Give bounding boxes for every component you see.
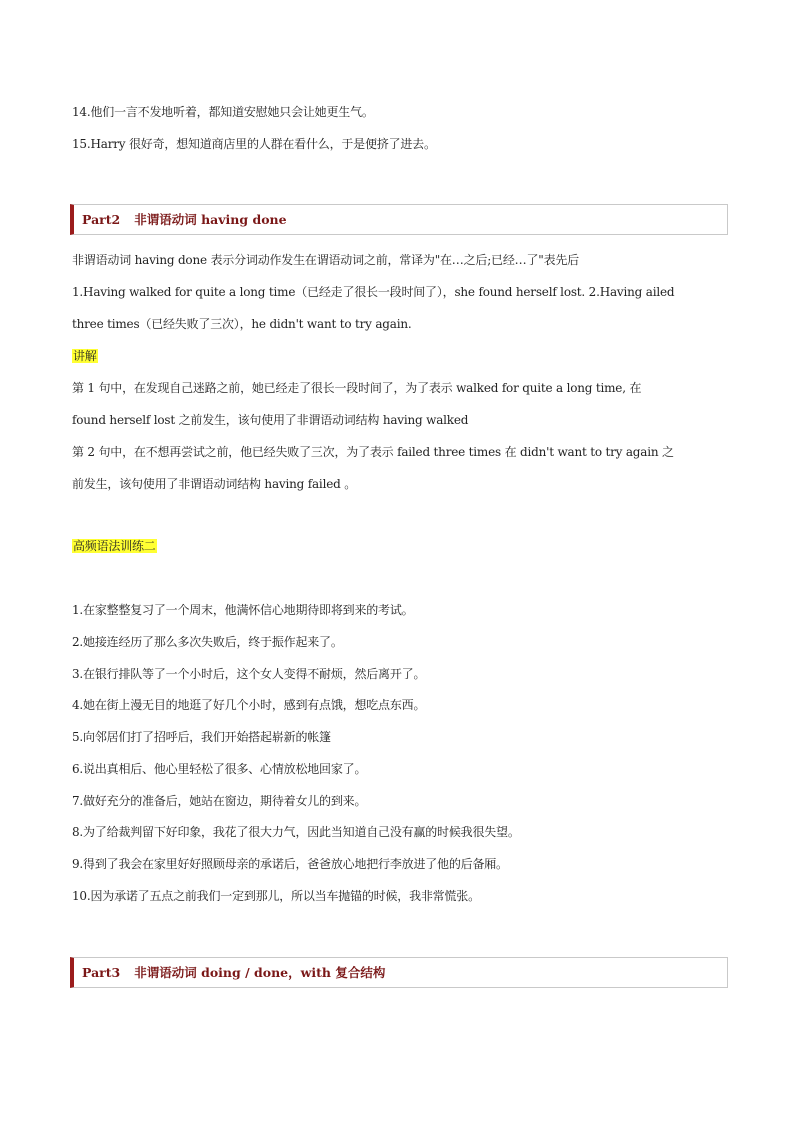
practice-heading-row xyxy=(72,536,732,556)
practice-item-9: 9.得到了我会在家里好好照顾母亲的承诺后，爸爸放心地把行李放进了他的后备厢。 xyxy=(72,857,508,871)
part3-label: Part3 xyxy=(82,965,121,980)
explain-line-2: found herself lost 之前发生，该句使用了非谓语动词结构 having walked xyxy=(72,413,469,427)
part3-title-row xyxy=(82,964,385,982)
practice-item-6: 6.说出真相后、他心里轻松了很多、心情放松地回家了。 xyxy=(72,762,367,776)
practice-item-10: 10.因为承诺了五点之前我们一定到那儿，所以当车抛锚的时候，我非常慌张。 xyxy=(72,889,480,903)
explain-line-1: 第 1 句中，在发现自己迷路之前，她已经走了很长一段时间了，为了表示 walked for quite a long time, 在 xyxy=(72,381,642,395)
explain-line-3: 第 2 句中，在不想再尝试之前，他已经失败了三次，为了表示 failed three times 在 didn't want to try again 之 xyxy=(72,445,674,459)
practice-item-5: 5.向邻居们打了招呼后，我们开始搭起崭新的帐篷 xyxy=(72,730,331,744)
part2-example-line-2: three times（已经失败了三次），he didn't want to try again. xyxy=(72,317,412,331)
part2-title: 非谓语动词 having done xyxy=(134,212,287,227)
explain-label: 讲解 xyxy=(73,349,97,363)
part2-intro: 非谓语动词 having done 表示分词动作发生在谓语动词之前，常译为"在…之后;已经…了"表先后 xyxy=(72,253,579,267)
explain-label-row xyxy=(72,346,732,366)
part3-header xyxy=(70,957,728,988)
part3-title: 非谓语动词 doing / done，with 复合结构 xyxy=(134,965,386,980)
part2-title-row xyxy=(82,211,287,229)
part2-label: Part2 xyxy=(82,212,121,227)
explain-line-4: 前发生，该句使用了非谓语动词结构 having failed 。 xyxy=(72,477,357,491)
practice-item-7: 7.做好充分的准备后，她站在窗边，期待着女儿的到来。 xyxy=(72,794,367,808)
practice-heading: 高频语法训练二 xyxy=(73,539,156,553)
practice-item-4: 4.她在街上漫无目的地逛了好几个小时，感到有点饿，想吃点东西。 xyxy=(72,698,426,712)
part2-header xyxy=(70,204,728,235)
sentence-15: 15.Harry 很好奇，想知道商店里的人群在看什么，于是便挤了进去。 xyxy=(72,137,436,151)
practice-item-1: 1.在家整整复习了一个周末，他满怀信心地期待即将到来的考试。 xyxy=(72,603,414,617)
practice-item-8: 8.为了给裁判留下好印象，我花了很大力气，因此当知道自己没有赢的时候我很失望。 xyxy=(72,825,520,839)
practice-item-2: 2.她接连经历了那么多次失败后，终于振作起来了。 xyxy=(72,635,343,649)
part2-example-line-1: 1.Having walked for quite a long time（已经走了很长一段时间了），she found herself lost. 2.Having ailed xyxy=(72,285,675,299)
practice-item-3: 3.在银行排队等了一个小时后，这个女人变得不耐烦，然后离开了。 xyxy=(72,667,426,681)
sentence-14: 14.他们一言不发地听着，都知道安慰她只会让她更生气。 xyxy=(72,105,374,119)
